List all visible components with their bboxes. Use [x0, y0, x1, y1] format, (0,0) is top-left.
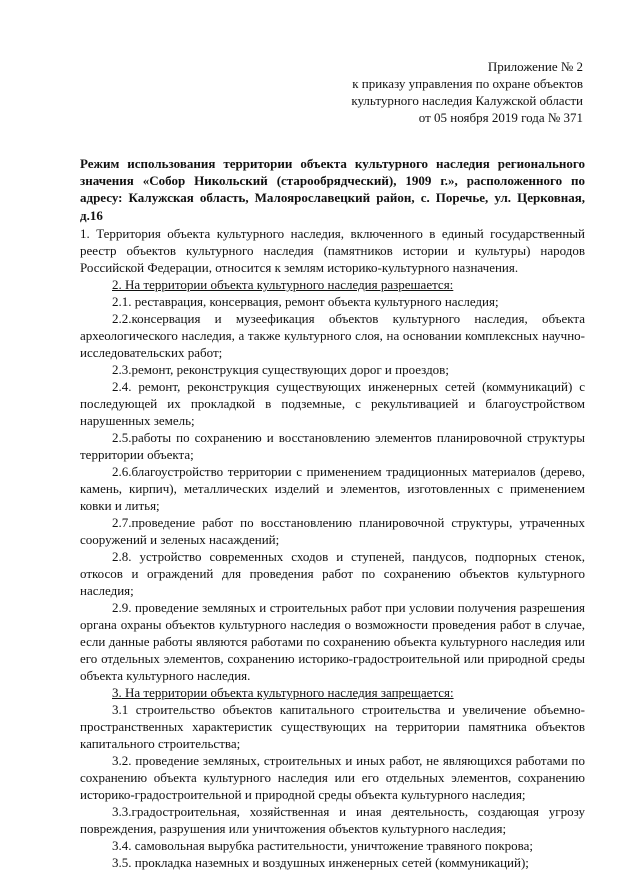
paragraph: 2.6.благоустройство территории с применением традиционных материалов (дерево, камень, кирпич), металлических изделий и элементов, изготовленных с применением ковки и литья;	[80, 464, 585, 513]
paragraph: 2.2.консервация и музеефикация объектов культурного наследия, объекта археологического наследия, а также культурного слоя, на основании комплексных научно-исследовательских работ;	[80, 311, 585, 360]
paragraph: 3.4. самовольная вырубка растительности, уничтожение травяного покрова;	[112, 838, 533, 853]
paragraph: 3.1 строительство объектов капитального строительства и увеличение объемно-пространственных характеристик существующих на территории памятника объектов капитального строительства;	[80, 702, 585, 751]
paragraph: 2.9. проведение земляных и строительных работ при условии получения разрешения органа охраны объектов культурного наследия о возможности проведения работ в случае, если данные работы являются работами по сохранению объекта культурного наследия или его отдельных элементов, сохранению историко-градостроительной или природной среды объекта культурного наследия.	[80, 600, 585, 683]
paragraph: 3.3.градостроительная, хозяйственная и иная деятельность, создающая угрозу повреждения, разрушения или уничтожения объектов культурного наследия;	[80, 804, 585, 836]
paragraph: 2.3.ремонт, реконструкция существующих дорог и проездов;	[112, 362, 449, 377]
paragraph: 2.5.работы по сохранению и восстановлению элементов планировочной структуры территории объекта;	[80, 430, 585, 462]
appendix-line: Приложение № 2	[487, 59, 583, 74]
paragraph: 2.7.проведение работ по восстановлению планировочной структуры, утраченных сооружений и зеленых насаждений;	[80, 515, 585, 547]
appendix-line: от 05 ноября 2019 года № 371	[418, 110, 583, 125]
paragraph: 2.8. устройство современных сходов и ступеней, пандусов, подпорных стенок, откосов и ограждений для проведения работ по сохранению объектов культурного наследия;	[80, 549, 585, 598]
appendix-line: к приказу управления по охране объектов	[352, 76, 583, 91]
paragraph: 2.1. реставрация, консервация, ремонт объекта культурного наследия;	[112, 294, 499, 309]
document-body	[80, 225, 585, 871]
section-heading: 2. На территории объекта культурного наследия разрешается:	[112, 277, 454, 292]
section-heading: 3. На территории объекта культурного наследия запрещается:	[112, 685, 454, 700]
paragraph: 3.5. прокладка наземных и воздушных инженерных сетей (коммуникаций);	[112, 855, 529, 870]
paragraph: 3.2. проведение земляных, строительных и иных работ, не являющихся работами по сохранению объекта культурного наследия или его отдельных элементов, сохранению историко-градостроительной и природной среды объекта культурного наследия;	[80, 753, 585, 802]
document-title: Режим использования территории объекта культурного наследия регионального значения «Собор Никольский (старообрядческий), 1909 г.», расположенного по адресу: Калужская область, Малоярославецкий район, с. Поречье, ул. Церковная, д.16	[80, 156, 585, 223]
appendix-header	[283, 58, 583, 126]
appendix-line: культурного наследия Калужской области	[351, 93, 583, 108]
paragraph: 1. Территория объекта культурного наследия, включенного в единый государственный реестр объектов культурного наследия (памятников истории и культуры) народов Российской Федерации, относится к землям историко-культурного назначения.	[80, 226, 585, 275]
paragraph: 2.4. ремонт, реконструкция существующих инженерных сетей (коммуникаций) с последующей их прокладкой в подземные, с рекультивацией и благоустройством нарушенных земель;	[80, 379, 585, 428]
